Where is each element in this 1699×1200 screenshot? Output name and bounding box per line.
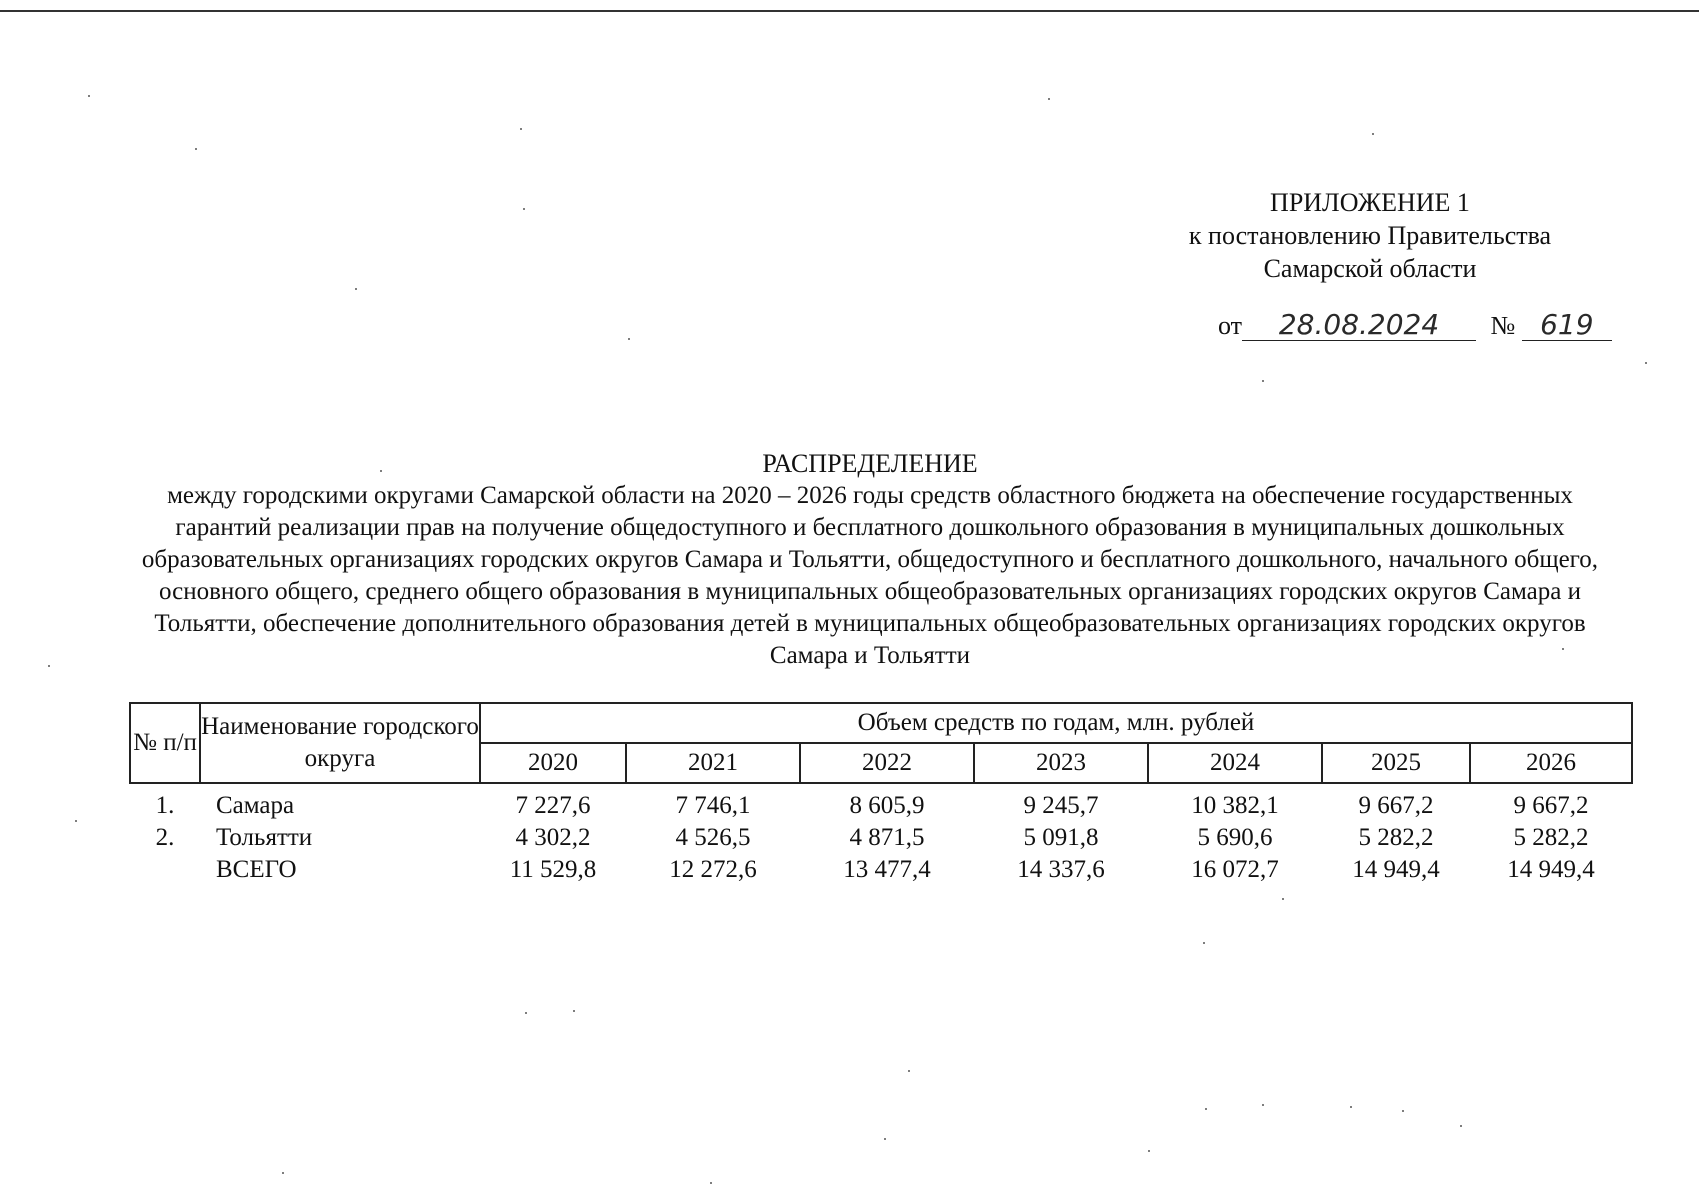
speck	[884, 1138, 886, 1140]
distribution-table	[129, 702, 1633, 886]
decree-date-handwritten: 28.08.2024	[1242, 310, 1476, 341]
row-value: 9 667,2	[1513, 792, 1589, 819]
speck	[48, 665, 50, 667]
table-header	[130, 703, 1632, 783]
speck	[1282, 898, 1284, 900]
row-value: 5 282,2	[1358, 824, 1434, 851]
speck	[195, 148, 197, 150]
header-year: 2020	[480, 743, 626, 783]
header-district-name: Наименование городского округа	[200, 703, 480, 783]
document-title: РАСПРЕДЕЛЕНИЕ	[762, 449, 978, 478]
document-heading	[100, 448, 1640, 672]
row-district-name: Самара	[216, 792, 295, 819]
row-value: 16 072,7	[1191, 856, 1279, 883]
speck	[1350, 1106, 1352, 1108]
row-value: 14 949,4	[1352, 856, 1440, 883]
header-amount-group: Объем средств по годам, млн. рублей	[480, 703, 1632, 743]
speck	[710, 1182, 712, 1184]
decree-reference	[1218, 310, 1618, 341]
row-value: 11 529,8	[509, 856, 597, 883]
row-number: 2.	[155, 824, 175, 851]
speck	[628, 338, 630, 340]
speck	[1402, 1110, 1404, 1112]
speck	[1148, 1150, 1150, 1152]
header-year: 2024	[1148, 743, 1322, 783]
header-year: 2026	[1470, 743, 1632, 783]
table-row	[130, 822, 1632, 854]
speck	[573, 1010, 575, 1012]
approval-line-region: Самарской области	[1263, 254, 1477, 283]
header-year: 2021	[626, 743, 800, 783]
speck	[523, 208, 525, 210]
row-total-label: ВСЕГО	[216, 856, 297, 883]
approval-block	[1180, 186, 1560, 285]
speck	[1372, 133, 1374, 135]
row-value: 10 382,1	[1191, 792, 1279, 819]
header-year: 2023	[974, 743, 1148, 783]
speck	[1203, 942, 1205, 944]
row-value: 9 667,2	[1358, 792, 1434, 819]
speck	[88, 95, 90, 97]
row-value: 4 302,2	[515, 824, 591, 851]
table-body	[130, 783, 1632, 886]
speck	[75, 820, 77, 822]
row-value: 4 871,5	[849, 824, 925, 851]
approval-line-decree: к постановлению Правительства	[1188, 221, 1552, 250]
row-number	[130, 854, 200, 886]
scan-edge-line	[0, 0, 1699, 12]
row-value: 12 272,6	[669, 856, 757, 883]
speck	[355, 288, 357, 290]
decree-number-handwritten: 619	[1522, 310, 1612, 341]
speck	[282, 1172, 284, 1174]
speck	[1262, 1104, 1264, 1106]
row-value: 13 477,4	[843, 856, 931, 883]
speck	[525, 1012, 527, 1014]
table-row	[130, 783, 1632, 822]
row-value: 9 245,7	[1023, 792, 1099, 819]
row-value: 5 091,8	[1023, 824, 1099, 851]
document-subtitle: между городскими округами Самарской области на 2020 – 2026 годы средств областного бюджета на обеспечение государственных гарантий реализации прав на получение общедоступного и бесплатного дошкольного образования в муниципальных дошкольных образовательных организациях городских округов Самара и Тольятти, общедоступного и бесплатного дошкольного, начального общего, основного общего, среднего общего образования в муниципальных общеобразовательных организациях городских округов Самара и Тольятти, обеспечение дополнительного образования детей в муниципальных общеобразовательных организациях городских округов Самара и Тольятти	[141, 482, 1599, 669]
header-year: 2022	[800, 743, 974, 783]
speck	[1262, 380, 1264, 382]
speck	[1048, 98, 1050, 100]
decree-number-label: №	[1490, 311, 1516, 340]
header-year: 2025	[1322, 743, 1470, 783]
speck	[1645, 362, 1647, 364]
row-value: 8 605,9	[849, 792, 925, 819]
row-number: 1.	[155, 792, 175, 819]
table-header-row	[130, 703, 1632, 743]
table-row-total	[130, 854, 1632, 886]
row-value: 5 690,6	[1197, 824, 1273, 851]
row-value: 5 282,2	[1513, 824, 1589, 851]
header-number: № п/п	[130, 703, 200, 783]
speck	[520, 128, 522, 130]
speck	[908, 1070, 910, 1072]
speck	[1460, 1125, 1462, 1127]
row-value: 14 949,4	[1507, 856, 1595, 883]
row-value: 7 746,1	[675, 792, 751, 819]
speck	[1205, 1108, 1207, 1110]
row-value: 14 337,6	[1017, 856, 1105, 883]
row-value: 7 227,6	[515, 792, 591, 819]
decree-from-label: от	[1218, 311, 1243, 340]
row-district-name: Тольятти	[216, 824, 313, 851]
row-value: 4 526,5	[675, 824, 751, 851]
approval-title: ПРИЛОЖЕНИЕ 1	[1270, 188, 1470, 217]
